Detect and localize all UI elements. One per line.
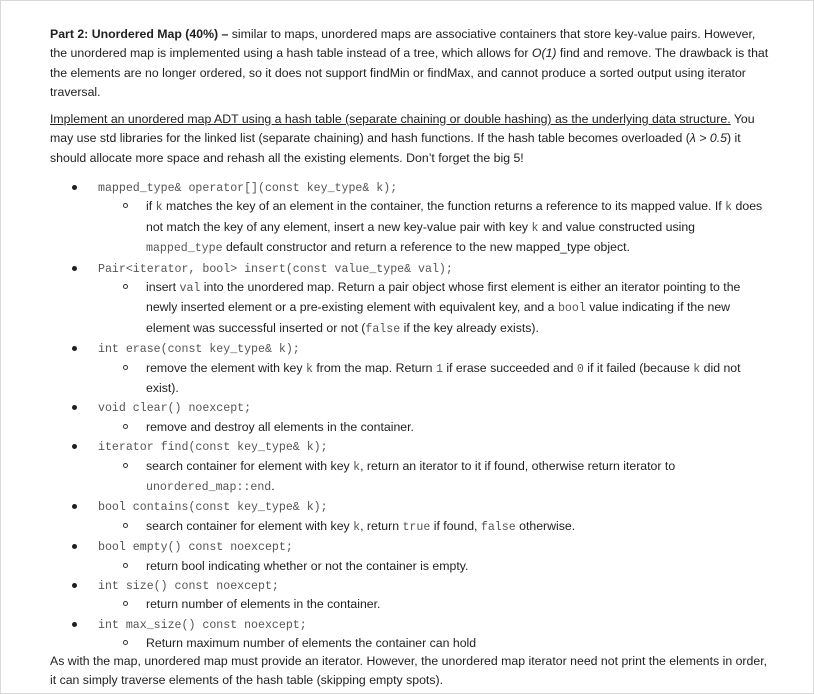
description-text: , return an iterator to it if found, otherwise return iterator to	[360, 458, 676, 473]
inline-code: k	[531, 221, 539, 235]
method-description	[1, 595, 768, 614]
description-text: from the map. Return	[312, 360, 436, 375]
method-signature-row	[1, 615, 814, 634]
sub-bullet-icon	[123, 284, 128, 289]
bullet-icon	[72, 346, 77, 351]
sub-bullet-icon	[123, 563, 128, 568]
inline-code: 1	[435, 362, 443, 376]
method-item	[1, 259, 814, 340]
bullet-icon	[72, 405, 77, 410]
method-item	[1, 497, 814, 537]
bullet-icon	[72, 583, 77, 588]
inline-code: true	[402, 520, 431, 534]
description-text: insert	[146, 280, 180, 294]
method-signature: int size() const noexcept;	[98, 580, 279, 594]
description-text: .	[271, 479, 275, 494]
method-signature: Pair<iterator, bool> insert(const value_type& val);	[98, 262, 453, 276]
implement-text-1: You may use std libraries for the linked list (separate chaining) and hash functions. If the hash table becomes overloaded (	[50, 112, 755, 146]
description-text: value indicating if the new element was successful inserted or not (	[146, 300, 731, 335]
inline-code: k	[155, 201, 163, 215]
big-o-notation: O(1)	[531, 46, 557, 61]
method-item	[1, 437, 814, 497]
description-text: if found,	[430, 518, 481, 533]
method-signature-row	[1, 576, 814, 595]
method-item	[1, 178, 814, 259]
sub-bullet-icon	[123, 523, 128, 528]
implement-text-2: ) it should allocate more space and rehash all the existing elements. Don’t forget the big 5!	[50, 131, 741, 165]
load-factor-expression: λ > 0.5	[689, 131, 727, 146]
inline-code: bool	[557, 302, 586, 316]
method-item	[1, 615, 814, 654]
bullet-icon	[72, 544, 77, 549]
sub-bullet-icon	[123, 424, 128, 429]
inline-code: k	[725, 201, 733, 215]
description-text: matches the key of an element in the container, the function returns a reference to its mapped value. If	[162, 199, 726, 214]
description-text: default constructor and return a reference to the new mapped_type object.	[222, 240, 630, 255]
closing-paragraph: As with the map, unordered map must provide an iterator. However, the unordered map iterator need not print the elements in order, it can simply traverse elements of the hash table (skipping empty spots).	[50, 654, 768, 688]
sub-bullet-icon	[123, 203, 128, 208]
method-signature: bool contains(const key_type& k);	[98, 501, 328, 515]
inline-code: val	[179, 282, 201, 295]
description-text: into the unordered map. Return a pair object whose first element is either an iterator pointing to the newly inserted element or a pre-existing element with equivalent key, and a	[146, 280, 741, 315]
method-signature-row	[1, 437, 814, 456]
sub-bullet-icon	[123, 365, 128, 370]
inline-code: k	[305, 362, 313, 376]
method-item	[1, 339, 814, 398]
method-item	[1, 576, 814, 615]
bullet-icon	[72, 622, 77, 627]
description-text: otherwise.	[515, 518, 576, 533]
method-list	[1, 178, 814, 654]
description-text: remove the element with key	[146, 360, 306, 375]
inline-code: 0	[576, 362, 584, 376]
description-text: remove and destroy all elements in the container.	[146, 419, 414, 434]
inline-code: unordered_map::end	[146, 481, 272, 495]
method-description	[1, 418, 768, 437]
intro-paragraph	[50, 25, 770, 103]
description-text: return bool indicating whether or not the container is empty.	[146, 558, 469, 573]
method-signature-row	[1, 259, 814, 278]
description-text: and value constructed using	[538, 219, 696, 234]
description-text: if erase succeeded and	[442, 360, 577, 375]
description-text: return number of elements in the container.	[146, 597, 381, 612]
description-text: if it failed (because	[583, 360, 694, 375]
description-text: search container for element with key	[146, 458, 354, 473]
sub-bullet-icon	[123, 640, 128, 645]
inline-code: false	[480, 520, 516, 534]
implement-underlined: Implement an unordered map ADT using a hash table (separate chaining or double hashing) as the underlying data structure.	[50, 112, 731, 126]
description-text: does not match the key of any element, insert a new key-value pair with key	[146, 199, 763, 234]
method-item	[1, 398, 814, 437]
method-description	[1, 197, 768, 258]
description-text: did not exist).	[146, 360, 741, 396]
sub-bullet-icon	[123, 463, 128, 468]
description-text: search container for element with key	[146, 518, 354, 533]
heading-dash: –	[218, 27, 232, 41]
method-description	[1, 557, 768, 576]
bullet-icon	[72, 444, 77, 449]
method-signature: int erase(const key_type& k);	[98, 343, 300, 357]
description-text: if	[146, 199, 156, 214]
description-text: , return	[360, 518, 403, 533]
method-signature-row	[1, 178, 814, 197]
method-signature-row	[1, 537, 814, 556]
implement-paragraph	[50, 110, 770, 168]
inline-code: k	[353, 460, 361, 474]
inline-code: k	[693, 362, 701, 376]
method-signature-row	[1, 398, 814, 417]
intro-text-2: find and remove. The drawback is that the elements are no longer ordered, so it does not support findMin or findMax, and cannot produce a sorted output using iterator traversal.	[50, 46, 769, 100]
method-description	[1, 634, 768, 653]
method-description	[1, 457, 768, 498]
method-signature: int max_size() const noexcept;	[98, 618, 307, 632]
method-description	[1, 278, 768, 339]
method-signature-row	[1, 497, 814, 516]
description-text: Return maximum number of elements the container can hold	[146, 636, 477, 651]
method-signature: bool empty() const noexcept;	[98, 541, 293, 555]
inline-code: false	[365, 322, 401, 336]
method-signature-row	[1, 339, 814, 358]
sub-bullet-icon	[123, 601, 128, 606]
method-signature: mapped_type& operator[](const key_type& k);	[98, 182, 398, 195]
method-description	[1, 359, 768, 399]
bullet-icon	[72, 185, 77, 190]
inline-code: k	[353, 520, 361, 534]
description-text: if the key already exists).	[400, 320, 539, 335]
part-heading: Part 2: Unordered Map (40%)	[50, 27, 219, 41]
inline-code: mapped_type	[146, 242, 223, 256]
intro-text-1: similar to maps, unordered maps are associative containers that store key-value pairs. However, the unordered map is implemented using a hash table instead of a tree, which allows for	[50, 27, 756, 61]
method-description	[1, 517, 768, 537]
method-item	[1, 537, 814, 576]
bullet-icon	[72, 266, 77, 271]
method-signature: void clear() noexcept;	[98, 402, 252, 416]
method-signature: iterator find(const key_type& k);	[98, 441, 328, 455]
bullet-icon	[72, 504, 77, 509]
